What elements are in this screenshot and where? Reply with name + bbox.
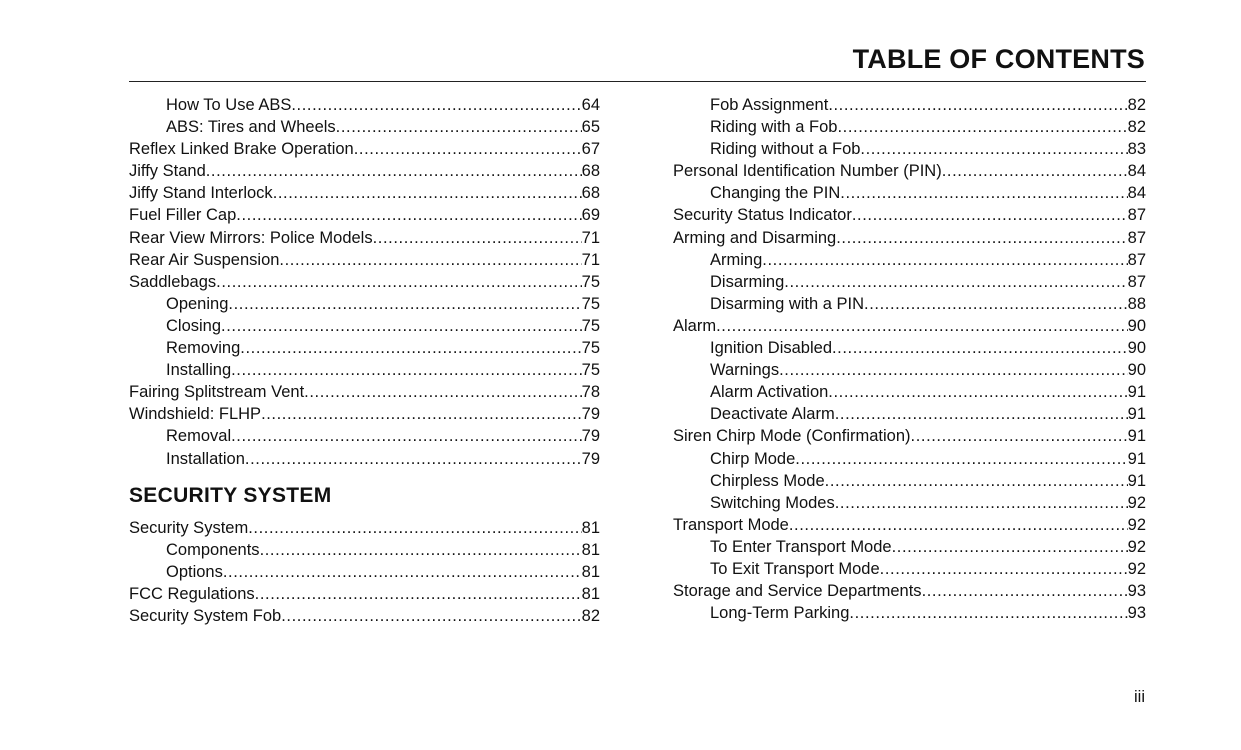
toc-entry-page-number: 81 bbox=[581, 540, 600, 559]
toc-dot-leader bbox=[240, 337, 581, 359]
toc-dot-leader bbox=[354, 138, 582, 160]
toc-entry[interactable] bbox=[673, 536, 1146, 558]
toc-entry-label: Rear Air Suspension bbox=[129, 250, 280, 269]
toc-entry-page-number: 75 bbox=[581, 272, 600, 291]
toc-entry-page-number: 92 bbox=[1127, 515, 1146, 534]
toc-entry-label: ABS: Tires and Wheels bbox=[166, 118, 336, 137]
toc-entry-label: Arming and Disarming bbox=[673, 228, 837, 247]
toc-entry-page-number: 78 bbox=[581, 383, 600, 402]
toc-entry[interactable] bbox=[129, 116, 600, 138]
toc-entry-page-number: 71 bbox=[581, 228, 600, 247]
toc-entry-label: Transport Mode bbox=[673, 515, 789, 534]
toc-entry[interactable] bbox=[129, 182, 600, 204]
toc-entry[interactable] bbox=[673, 359, 1146, 381]
toc-entry[interactable] bbox=[673, 138, 1146, 160]
toc-entry-page-number: 91 bbox=[1127, 405, 1146, 424]
toc-entry[interactable] bbox=[673, 425, 1146, 447]
toc-entry-label: Fairing Splitstream Vent bbox=[129, 383, 305, 402]
toc-entry[interactable] bbox=[673, 448, 1146, 470]
toc-entry-label: Personal Identification Number (PIN) bbox=[673, 162, 942, 181]
toc-dot-leader bbox=[245, 448, 582, 470]
toc-entry-page-number: 91 bbox=[1127, 449, 1146, 468]
toc-dot-leader bbox=[911, 425, 1128, 447]
toc-entry[interactable] bbox=[673, 271, 1146, 293]
toc-dot-leader bbox=[291, 94, 581, 116]
toc-entry[interactable] bbox=[129, 249, 600, 271]
toc-entry[interactable] bbox=[129, 448, 600, 470]
toc-dot-leader bbox=[255, 583, 582, 605]
toc-entry-label: Riding with a Fob bbox=[710, 118, 838, 137]
toc-entry-page-number: 64 bbox=[581, 96, 600, 114]
toc-dot-leader bbox=[789, 514, 1128, 536]
toc-entry-page-number: 87 bbox=[1127, 250, 1146, 269]
toc-right-column bbox=[673, 94, 1146, 624]
toc-dot-leader bbox=[864, 293, 1128, 315]
toc-dot-leader bbox=[223, 561, 582, 583]
toc-dot-leader bbox=[216, 271, 581, 293]
toc-entry[interactable] bbox=[673, 514, 1146, 536]
toc-entry[interactable] bbox=[129, 425, 600, 447]
toc-entry[interactable] bbox=[673, 227, 1146, 249]
toc-entry[interactable] bbox=[673, 558, 1146, 580]
section-heading-security-system: SECURITY SYSTEM bbox=[129, 483, 332, 507]
toc-entry[interactable] bbox=[129, 583, 600, 605]
toc-entry[interactable] bbox=[129, 539, 600, 561]
toc-entry-page-number: 90 bbox=[1127, 316, 1146, 335]
toc-entry[interactable] bbox=[129, 561, 600, 583]
toc-dot-leader bbox=[828, 94, 1127, 116]
toc-entry-page-number: 92 bbox=[1127, 537, 1146, 556]
toc-entry-page-number: 68 bbox=[581, 184, 600, 203]
toc-entry[interactable] bbox=[129, 403, 600, 425]
toc-entry[interactable] bbox=[673, 160, 1146, 182]
toc-entry[interactable] bbox=[673, 403, 1146, 425]
toc-entry[interactable] bbox=[673, 580, 1146, 602]
toc-entry[interactable] bbox=[673, 249, 1146, 271]
toc-entry[interactable] bbox=[673, 602, 1146, 624]
toc-entry[interactable] bbox=[129, 94, 600, 116]
toc-entry-page-number: 68 bbox=[581, 162, 600, 181]
toc-dot-leader bbox=[304, 381, 581, 403]
toc-entry-page-number: 92 bbox=[1127, 559, 1146, 578]
toc-entry-page-number: 88 bbox=[1127, 294, 1146, 313]
toc-list-left-before bbox=[129, 94, 600, 470]
toc-entry-label: Siren Chirp Mode (Confirmation) bbox=[673, 427, 911, 446]
toc-entry-page-number: 83 bbox=[1127, 140, 1146, 159]
toc-entry[interactable] bbox=[673, 94, 1146, 116]
toc-dot-leader bbox=[840, 182, 1127, 204]
toc-entry-page-number: 84 bbox=[1127, 184, 1146, 203]
toc-entry-page-number: 82 bbox=[1127, 118, 1146, 137]
toc-dot-leader bbox=[852, 204, 1128, 226]
toc-entry-label: Long-Term Parking bbox=[710, 604, 850, 623]
toc-dot-leader bbox=[236, 204, 581, 226]
toc-dot-leader bbox=[336, 116, 582, 138]
toc-entry-label: Security System bbox=[129, 518, 249, 537]
toc-dot-leader bbox=[835, 403, 1128, 425]
toc-entry-page-number: 81 bbox=[581, 562, 600, 581]
toc-entry-page-number: 81 bbox=[581, 518, 600, 537]
toc-entry-label: Disarming with a PIN bbox=[710, 294, 865, 313]
toc-entry[interactable] bbox=[129, 605, 600, 627]
toc-entry[interactable] bbox=[129, 315, 600, 337]
toc-entry[interactable] bbox=[673, 315, 1146, 337]
toc-list-right bbox=[673, 94, 1146, 624]
toc-dot-leader bbox=[835, 492, 1128, 514]
toc-dot-leader bbox=[825, 470, 1128, 492]
toc-dot-leader bbox=[836, 227, 1127, 249]
toc-dot-leader bbox=[273, 182, 582, 204]
toc-entry-label: FCC Regulations bbox=[129, 584, 255, 603]
toc-entry-page-number: 75 bbox=[581, 339, 600, 358]
toc-entry[interactable] bbox=[673, 116, 1146, 138]
toc-entry-label: Options bbox=[166, 562, 223, 581]
toc-dot-leader bbox=[849, 602, 1127, 624]
toc-entry[interactable] bbox=[673, 337, 1146, 359]
toc-dot-leader bbox=[373, 227, 582, 249]
toc-entry-page-number: 79 bbox=[581, 427, 600, 446]
toc-entry-label: Ignition Disabled bbox=[710, 339, 832, 358]
toc-entry-label: Chirpless Mode bbox=[710, 471, 825, 490]
toc-entry-label: Windshield: FLHP bbox=[129, 405, 262, 424]
toc-entry-label: Closing bbox=[166, 316, 222, 335]
toc-entry-label: To Exit Transport Mode bbox=[710, 559, 880, 578]
toc-entry-label: Removal bbox=[166, 427, 232, 446]
toc-entry-label: Security Status Indicator bbox=[673, 206, 852, 225]
toc-entry-page-number: 71 bbox=[581, 250, 600, 269]
toc-entry[interactable] bbox=[129, 381, 600, 403]
toc-entry-page-number: 87 bbox=[1127, 272, 1146, 291]
toc-dot-leader bbox=[221, 315, 582, 337]
toc-entry-label: Chirp Mode bbox=[710, 449, 796, 468]
toc-dot-leader bbox=[880, 558, 1128, 580]
toc-entry-label: Disarming bbox=[710, 272, 785, 291]
toc-entry-label: Jiffy Stand bbox=[129, 162, 206, 181]
toc-entry-page-number: 90 bbox=[1127, 361, 1146, 380]
toc-dot-leader bbox=[231, 359, 582, 381]
page-number: iii bbox=[1134, 688, 1145, 706]
toc-entry-page-number: 81 bbox=[581, 584, 600, 603]
toc-entry-label: Changing the PIN bbox=[710, 184, 841, 203]
toc-entry-page-number: 75 bbox=[581, 294, 600, 313]
toc-dot-leader bbox=[231, 425, 582, 447]
toc-entry-page-number: 91 bbox=[1127, 471, 1146, 490]
toc-entry[interactable] bbox=[129, 160, 600, 182]
toc-dot-leader bbox=[260, 539, 582, 561]
toc-entry-page-number: 75 bbox=[581, 361, 600, 380]
toc-entry-label: Opening bbox=[166, 294, 229, 313]
toc-dot-leader bbox=[779, 359, 1128, 381]
toc-entry-label: Warnings bbox=[710, 361, 780, 380]
toc-entry[interactable] bbox=[129, 359, 600, 381]
toc-dot-leader bbox=[828, 381, 1127, 403]
toc-entry-label: Fuel Filler Cap bbox=[129, 206, 237, 225]
toc-entry[interactable] bbox=[673, 381, 1146, 403]
toc-entry[interactable] bbox=[673, 492, 1146, 514]
toc-entry-label: Storage and Service Departments bbox=[673, 582, 922, 601]
toc-entry-label: Components bbox=[166, 540, 260, 559]
toc-entry[interactable] bbox=[673, 182, 1146, 204]
toc-entry-label: To Enter Transport Mode bbox=[710, 537, 892, 556]
toc-entry-label: Alarm bbox=[673, 316, 717, 335]
toc-entry-label: Saddlebags bbox=[129, 272, 217, 291]
toc-entry-label: Deactivate Alarm bbox=[710, 405, 835, 424]
toc-dot-leader bbox=[860, 138, 1127, 160]
toc-entry-page-number: 82 bbox=[1127, 96, 1146, 114]
toc-entry[interactable] bbox=[673, 470, 1146, 492]
toc-dot-leader bbox=[248, 517, 581, 539]
toc-entry-label: Switching Modes bbox=[710, 493, 835, 512]
toc-entry-label: Security System Fob bbox=[129, 606, 282, 625]
toc-entry-page-number: 67 bbox=[581, 140, 600, 159]
toc-entry-page-number: 93 bbox=[1127, 582, 1146, 601]
toc-entry-label: Reflex Linked Brake Operation bbox=[129, 140, 354, 159]
toc-dot-leader bbox=[784, 271, 1127, 293]
toc-dot-leader bbox=[716, 315, 1128, 337]
toc-entry-label: Installing bbox=[166, 361, 232, 380]
toc-dot-leader bbox=[261, 403, 582, 425]
toc-entry-page-number: 79 bbox=[581, 449, 600, 468]
toc-dot-leader bbox=[837, 116, 1127, 138]
toc-dot-leader bbox=[281, 605, 581, 627]
toc-entry-label: Fob Assignment bbox=[710, 96, 829, 114]
title-divider bbox=[129, 81, 1146, 82]
toc-dot-leader bbox=[795, 448, 1127, 470]
toc-entry-label: Jiffy Stand Interlock bbox=[129, 184, 273, 203]
toc-dot-leader bbox=[892, 536, 1128, 558]
toc-entry-label: Riding without a Fob bbox=[710, 140, 861, 159]
toc-entry-page-number: 87 bbox=[1127, 228, 1146, 247]
toc-entry-page-number: 82 bbox=[581, 606, 600, 625]
toc-dot-leader bbox=[762, 249, 1127, 271]
toc-list-left-after bbox=[129, 517, 600, 627]
toc-entry[interactable] bbox=[129, 293, 600, 315]
toc-entry[interactable] bbox=[673, 204, 1146, 226]
toc-entry-label: Installation bbox=[166, 449, 245, 468]
toc-entry[interactable] bbox=[673, 293, 1146, 315]
toc-entry-page-number: 84 bbox=[1127, 162, 1146, 181]
toc-entry-page-number: 91 bbox=[1127, 427, 1146, 446]
toc-entry-label: How To Use ABS bbox=[166, 96, 292, 114]
toc-entry-label: Alarm Activation bbox=[710, 383, 829, 402]
toc-entry[interactable] bbox=[129, 337, 600, 359]
toc-entry[interactable] bbox=[129, 138, 600, 160]
toc-entry-page-number: 87 bbox=[1127, 206, 1146, 225]
toc-dot-leader bbox=[832, 337, 1128, 359]
toc-left-column bbox=[129, 94, 600, 627]
toc-dot-leader bbox=[942, 160, 1128, 182]
toc-entry-page-number: 91 bbox=[1127, 383, 1146, 402]
toc-entry-label: Arming bbox=[710, 250, 763, 269]
toc-dot-leader bbox=[206, 160, 582, 182]
toc-entry-page-number: 69 bbox=[581, 206, 600, 225]
toc-entry-label: Rear View Mirrors: Police Models bbox=[129, 228, 373, 247]
page-title: TABLE OF CONTENTS bbox=[852, 44, 1145, 74]
toc-entry-page-number: 92 bbox=[1127, 493, 1146, 512]
toc-dot-leader bbox=[228, 293, 581, 315]
toc-dot-leader bbox=[922, 580, 1128, 602]
toc-entry-label: Removing bbox=[166, 339, 241, 358]
toc-entry[interactable] bbox=[129, 204, 600, 226]
toc-entry[interactable] bbox=[129, 271, 600, 293]
toc-entry[interactable] bbox=[129, 227, 600, 249]
toc-entry-page-number: 75 bbox=[581, 316, 600, 335]
toc-entry-page-number: 93 bbox=[1127, 604, 1146, 623]
toc-entry-page-number: 90 bbox=[1127, 339, 1146, 358]
toc-entry-page-number: 79 bbox=[581, 405, 600, 424]
toc-entry-page-number: 65 bbox=[581, 118, 600, 137]
toc-entry[interactable] bbox=[129, 517, 600, 539]
toc-dot-leader bbox=[279, 249, 581, 271]
